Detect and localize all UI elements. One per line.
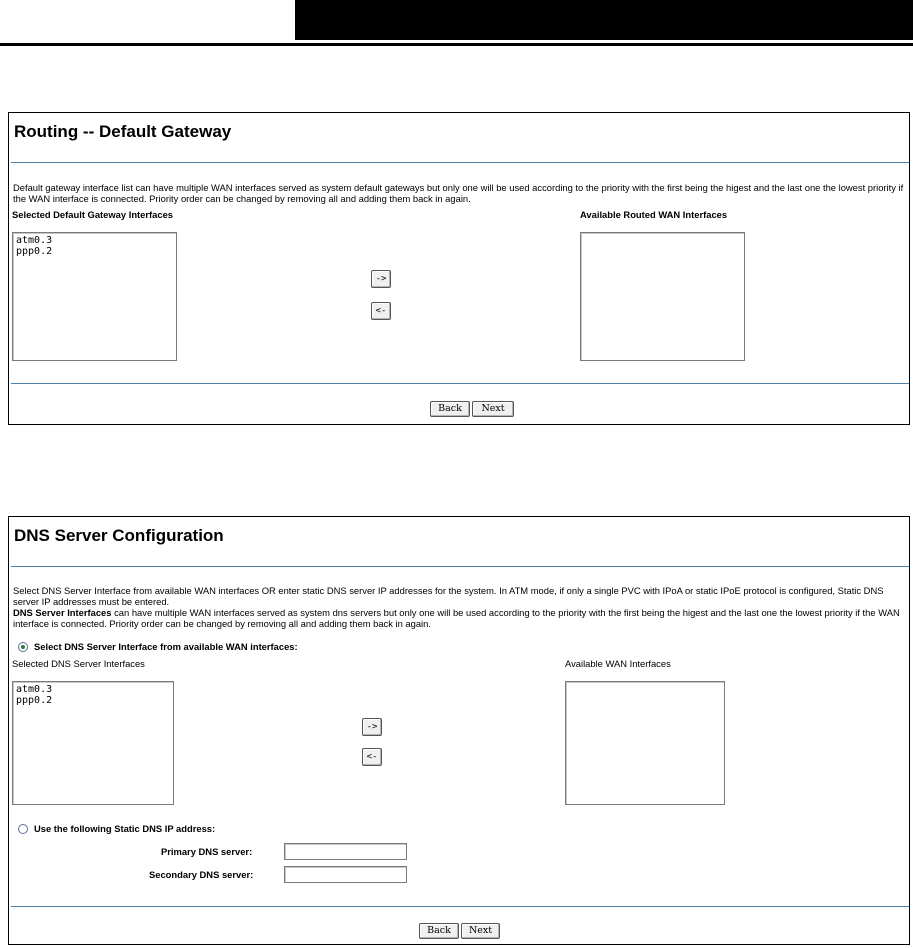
dns-title-divider <box>11 566 909 567</box>
list-item[interactable]: atm0.3 <box>16 684 53 695</box>
secondary-dns-label: Secondary DNS server: <box>149 869 254 880</box>
selected-gateway-label: Selected Default Gateway Interfaces <box>12 209 174 220</box>
dns-server-configuration-panel <box>8 516 910 945</box>
routing-title-divider <box>11 162 909 163</box>
selected-dns-listbox[interactable] <box>12 681 174 805</box>
list-item[interactable]: ppp0.2 <box>16 695 53 706</box>
next-button[interactable]: Next <box>472 401 514 417</box>
static-dns-radio[interactable] <box>18 824 28 834</box>
dns-bottom-divider <box>11 906 909 907</box>
dns-interface-radio[interactable] <box>18 642 28 652</box>
dns-description-text: Select DNS Server Interface from available WAN interfaces OR enter static DNS server IP addresses for the system. In ATM mode, if only a single PVC with IPoA or static IPoE protocol is configured, Static DNS server IP addresses must be entered. <box>13 585 884 607</box>
remove-interface-button[interactable]: <- <box>371 302 391 320</box>
add-interface-button[interactable]: -> <box>371 270 391 288</box>
primary-dns-input[interactable] <box>284 843 407 860</box>
routing-description: Default gateway interface list can have multiple WAN interfaces served as system default gateways but only one will be used according to the priority with the first being the higest and the last one the lowest priority if the WAN interface is connected. Priority order can be changed by removing all and adding them back in again. <box>13 182 904 204</box>
dns-priority-text: can have multiple WAN interfaces served as system dns servers but only one will be used according to the priority with the first being the higest and the last one the lowest priority if the WAN interface is connected. Priority order can be changed by removing all and adding them back in again. <box>13 607 900 629</box>
secondary-dns-input[interactable] <box>284 866 407 883</box>
static-dns-option-label: Use the following Static DNS IP address: <box>34 823 216 834</box>
dns-interface-option-label: Select DNS Server Interface from available WAN interfaces: <box>34 641 298 652</box>
available-wan-label: Available WAN Interfaces <box>565 658 671 669</box>
routing-default-gateway-panel <box>8 112 910 425</box>
list-item[interactable]: atm0.3 <box>16 235 53 246</box>
selected-gateway-listbox[interactable] <box>12 232 177 361</box>
dns-interfaces-term: DNS Server Interfaces <box>13 607 112 618</box>
dns-next-button[interactable]: Next <box>461 923 500 939</box>
add-dns-interface-button[interactable]: -> <box>362 718 382 736</box>
available-routed-wan-label: Available Routed WAN Interfaces <box>580 209 728 220</box>
back-button[interactable]: Back <box>430 401 470 417</box>
list-item[interactable]: ppp0.2 <box>16 246 53 257</box>
available-routed-wan-listbox[interactable] <box>580 232 745 361</box>
dns-description <box>13 585 907 629</box>
dns-priority-description <box>13 607 907 629</box>
selected-dns-label: Selected DNS Server Interfaces <box>12 658 145 669</box>
available-wan-listbox[interactable] <box>565 681 725 805</box>
remove-dns-interface-button[interactable]: <- <box>362 748 382 766</box>
dns-back-button[interactable]: Back <box>419 923 459 939</box>
primary-dns-label: Primary DNS server: <box>161 846 253 857</box>
routing-bottom-divider <box>11 383 909 384</box>
page-header-rule <box>0 43 913 46</box>
page-header-bar <box>295 0 913 40</box>
dns-panel-title: DNS Server Configuration <box>14 526 224 545</box>
routing-panel-title: Routing -- Default Gateway <box>14 122 232 141</box>
